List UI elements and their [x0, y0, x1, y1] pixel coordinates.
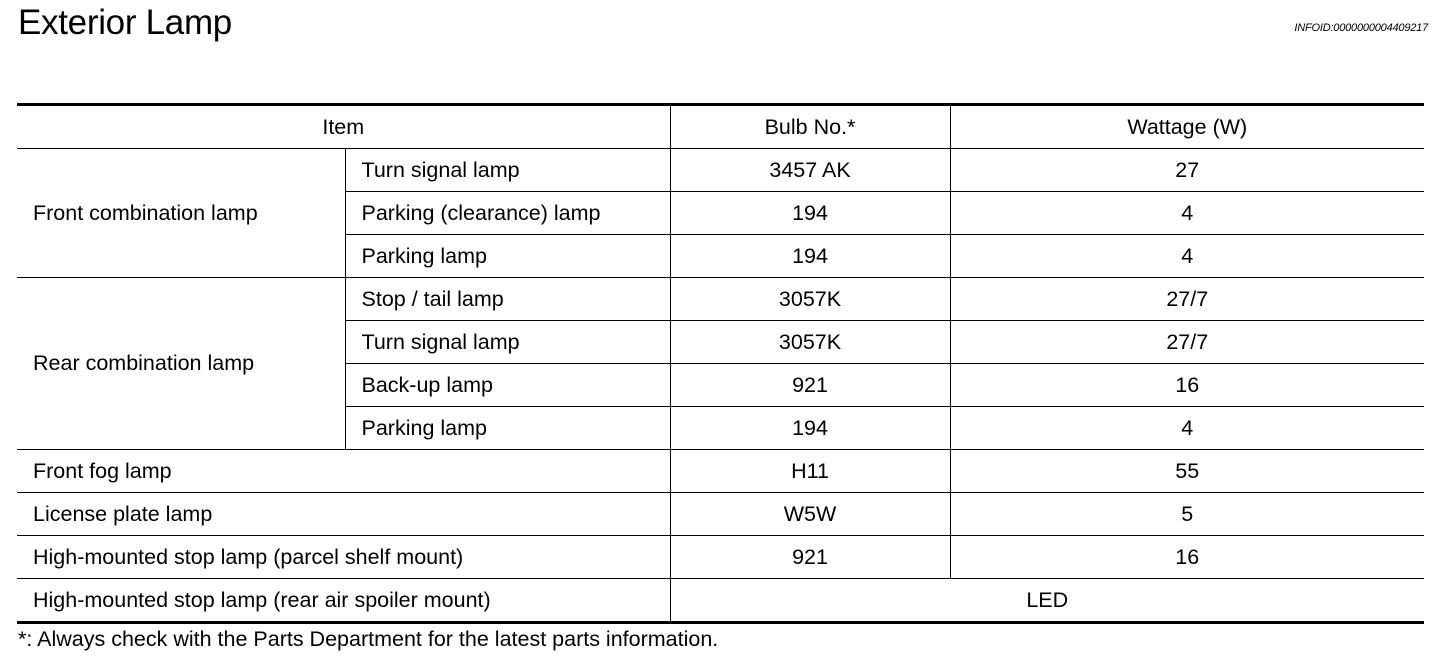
row-name: Back-up lamp: [345, 364, 670, 407]
row-name: Front fog lamp: [17, 450, 670, 493]
row-name: Parking lamp: [345, 407, 670, 450]
header-item: Item: [17, 105, 670, 149]
row-wattage: 27/7: [950, 321, 1424, 364]
footnote: *: Always check with the Parts Department for the latest parts information.: [18, 627, 719, 651]
row-wattage: 55: [950, 450, 1424, 493]
row-bulb: W5W: [670, 493, 950, 536]
row-wattage: 5: [950, 493, 1424, 536]
row-name: Turn signal lamp: [345, 149, 670, 192]
exterior-lamp-table: [17, 103, 1424, 624]
row-name: Parking lamp: [345, 235, 670, 278]
row-bulb: 921: [670, 364, 950, 407]
info-id: INFOID:0000000004409217: [1294, 22, 1428, 34]
table-row: [17, 493, 1424, 536]
row-wattage: 27: [950, 149, 1424, 192]
table-row: [17, 149, 1424, 192]
row-wattage: 4: [950, 192, 1424, 235]
table-row: [17, 278, 1424, 321]
row-bulb: 3057K: [670, 321, 950, 364]
table-row: [17, 450, 1424, 493]
group-label-rear-combination: Rear combination lamp: [17, 278, 345, 450]
row-name: Turn signal lamp: [345, 321, 670, 364]
row-bulb: 194: [670, 407, 950, 450]
row-wattage: 16: [950, 536, 1424, 579]
row-bulb: 3057K: [670, 278, 950, 321]
row-wattage: 4: [950, 407, 1424, 450]
table-row: [17, 536, 1424, 579]
page-title: Exterior Lamp: [18, 3, 232, 42]
row-name: High-mounted stop lamp (parcel shelf mount): [17, 536, 670, 579]
row-wattage: 4: [950, 235, 1424, 278]
row-bulb: H11: [670, 450, 950, 493]
row-wattage: 27/7: [950, 278, 1424, 321]
row-name: Stop / tail lamp: [345, 278, 670, 321]
row-name: License plate lamp: [17, 493, 670, 536]
row-bulb: 921: [670, 536, 950, 579]
row-wattage: 16: [950, 364, 1424, 407]
row-name: High-mounted stop lamp (rear air spoiler mount): [17, 579, 670, 623]
row-bulb: 194: [670, 235, 950, 278]
header-row: [17, 105, 1424, 149]
header-bulb-no: Bulb No.*: [670, 105, 950, 149]
row-bulb: 3457 AK: [670, 149, 950, 192]
row-bulb: 194: [670, 192, 950, 235]
row-merged-value: LED: [670, 579, 1424, 623]
row-name: Parking (clearance) lamp: [345, 192, 670, 235]
table-row: [17, 579, 1424, 623]
header-wattage: Wattage (W): [950, 105, 1424, 149]
group-label-front-combination: Front combination lamp: [17, 149, 345, 278]
